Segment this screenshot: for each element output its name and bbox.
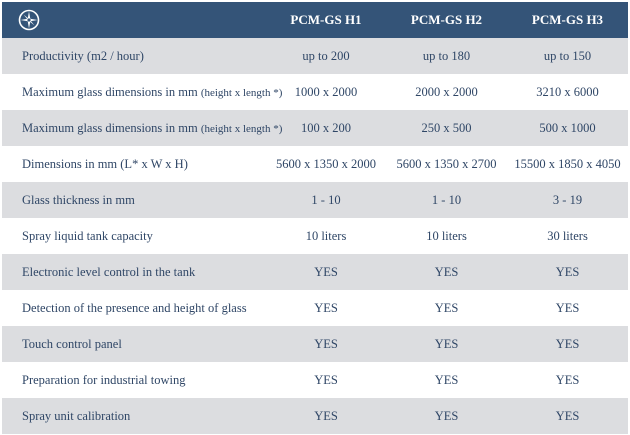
row-label-text: Glass thickness in mm <box>22 192 135 207</box>
table-row <box>2 38 628 74</box>
table-row <box>2 218 628 254</box>
spec-table <box>2 2 628 434</box>
cell-value: YES <box>434 336 459 351</box>
cell-value: up to 200 <box>302 48 350 63</box>
compass-star-icon <box>18 9 40 31</box>
row-label <box>2 182 266 218</box>
table-row <box>2 398 628 434</box>
cell-value: 1 - 10 <box>431 192 462 207</box>
column-header-h1: PCM-GS H1 <box>290 12 362 27</box>
row-label <box>2 110 283 146</box>
cell-value: YES <box>314 372 338 387</box>
row-label <box>2 146 266 182</box>
row-label-suffix: (height x length *) <box>200 122 283 135</box>
row-label-text: Productivity (m2 / hour) <box>22 48 144 63</box>
row-label-text: Dimensions in mm (L* x W x H) <box>22 156 188 171</box>
table-row <box>2 254 628 290</box>
row-label <box>2 38 266 74</box>
cell-value: YES <box>555 408 580 423</box>
cell-value: YES <box>555 336 580 351</box>
column-header-h2: PCM-GS H2 <box>410 12 483 27</box>
row-label-suffix: (height x length *) <box>200 86 283 99</box>
logo-cell <box>2 2 266 38</box>
table-row <box>2 146 628 182</box>
spec-body <box>2 38 628 434</box>
row-label-text: Preparation for industrial towing <box>22 372 186 387</box>
row-label <box>2 326 266 362</box>
cell-value: 10 liters <box>426 228 467 243</box>
cell-value: YES <box>434 372 459 387</box>
row-label <box>2 362 266 398</box>
row-label <box>2 74 283 110</box>
row-label-text: Maximum glass dimensions in mm <box>22 120 198 135</box>
row-label-text: Spray unit calibration <box>22 408 131 423</box>
cell-value: YES <box>555 264 580 279</box>
cell-value: 5600 x 1350 x 2700 <box>396 156 497 171</box>
row-label-text: Maximum glass dimensions in mm <box>22 84 198 99</box>
cell-value: 3210 x 6000 <box>536 84 599 99</box>
row-label <box>2 218 266 254</box>
cell-value: YES <box>314 264 338 279</box>
cell-value: YES <box>434 300 459 315</box>
table-row <box>2 362 628 398</box>
cell-value: 15500 x 1850 x 4050 <box>514 156 621 171</box>
cell-value: YES <box>314 408 338 423</box>
header-row <box>2 2 628 38</box>
cell-value: 1000 x 2000 <box>294 84 358 99</box>
cell-value: YES <box>434 264 459 279</box>
cell-value: 1 - 10 <box>311 192 341 207</box>
cell-value: up to 150 <box>543 48 592 63</box>
cell-value: 3 - 19 <box>552 192 583 207</box>
row-label-text: Detection of the presence and height of glass <box>22 300 247 315</box>
row-label <box>2 398 266 434</box>
cell-value: YES <box>314 300 338 315</box>
table-row <box>2 326 628 362</box>
cell-value: 10 liters <box>305 228 347 243</box>
row-label-text: Touch control panel <box>22 336 122 351</box>
table-row <box>2 182 628 218</box>
column-header-h3: PCM-GS H3 <box>531 12 604 27</box>
cell-value: 100 x 200 <box>301 120 351 135</box>
cell-value: 250 x 500 <box>421 120 472 135</box>
cell-value: 30 liters <box>547 228 588 243</box>
cell-value: YES <box>555 372 580 387</box>
table-row <box>2 290 628 326</box>
table-row <box>2 110 628 146</box>
cell-value: YES <box>434 408 459 423</box>
cell-value: 5600 x 1350 x 2000 <box>276 156 376 171</box>
cell-value: YES <box>555 300 580 315</box>
row-label <box>2 290 266 326</box>
row-label-text: Electronic level control in the tank <box>22 264 196 279</box>
table-row <box>2 74 628 110</box>
row-label-text: Spray liquid tank capacity <box>22 228 153 243</box>
cell-value: YES <box>314 336 338 351</box>
cell-value: up to 180 <box>422 48 471 63</box>
cell-value: 2000 x 2000 <box>415 84 478 99</box>
cell-value: 500 x 1000 <box>539 120 596 135</box>
row-label <box>2 254 266 290</box>
